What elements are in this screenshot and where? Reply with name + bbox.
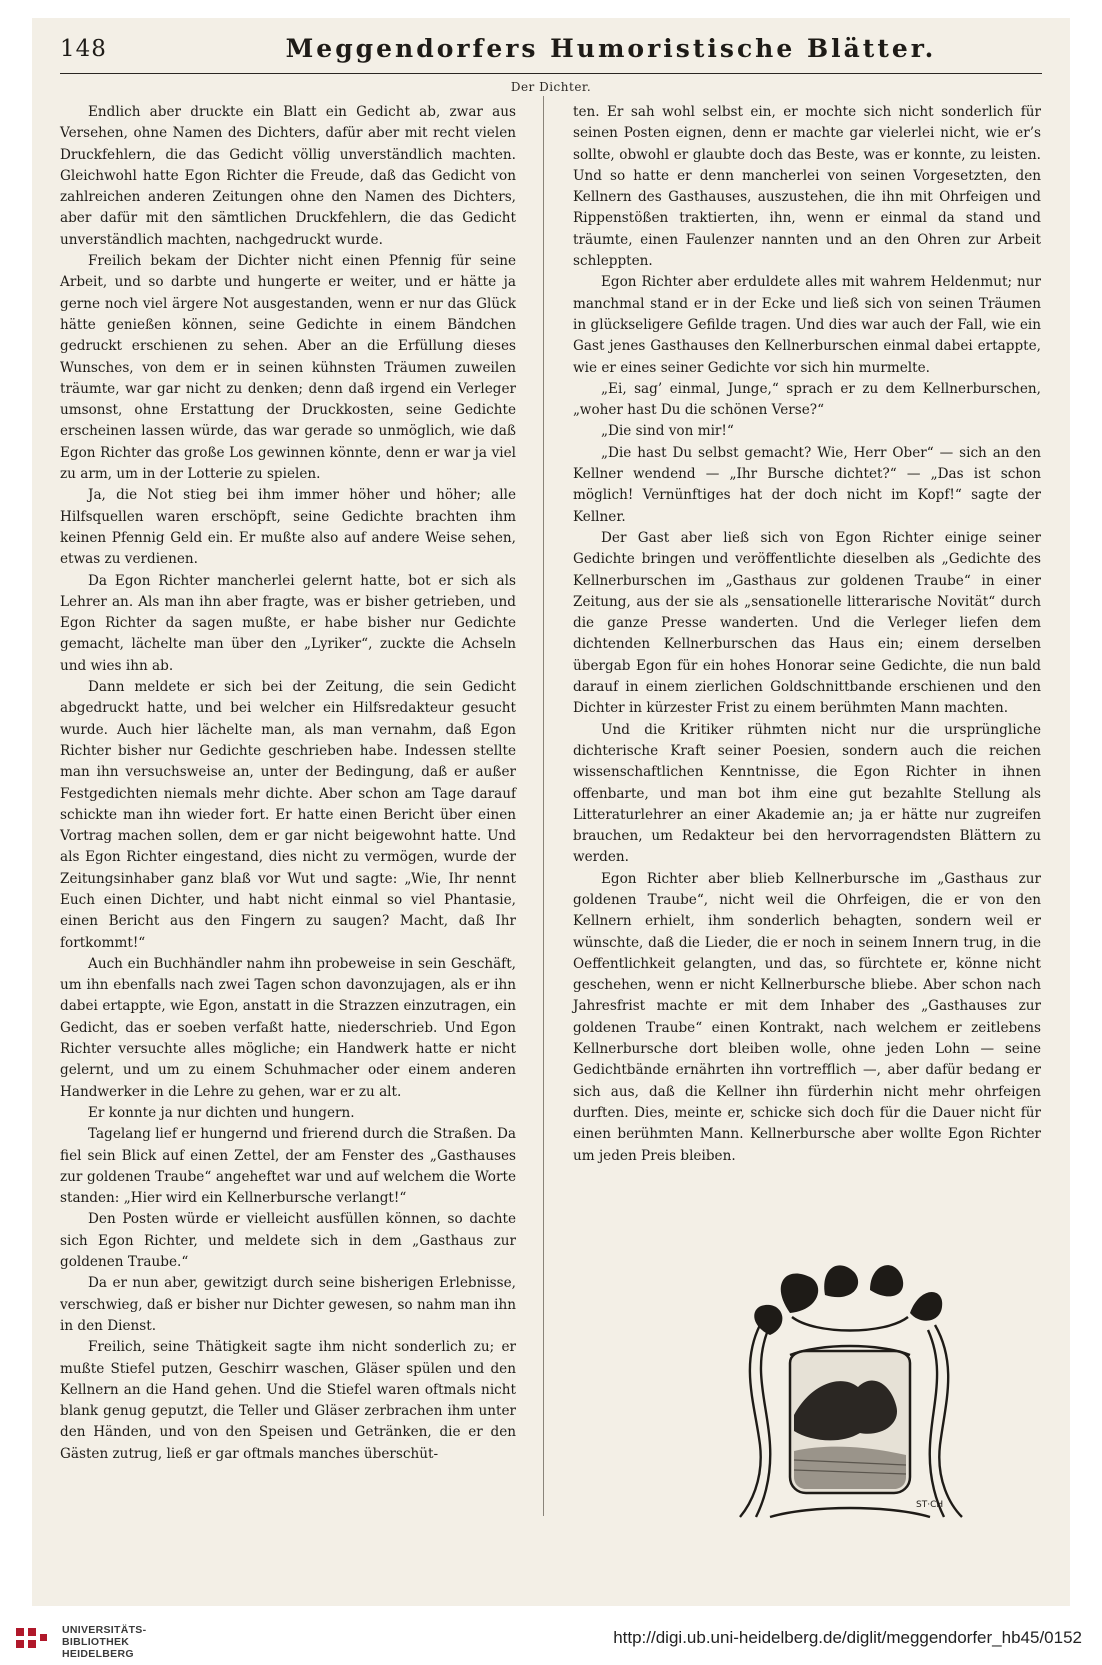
paragraph: „Die sind von mir!“ (601, 423, 734, 440)
page-header (60, 34, 1042, 74)
left-text-column (60, 102, 516, 1465)
paragraph: Den Posten würde er vielleicht ausfüllen können, so dachte sich Egon Richter, und meldete sich in dem „Gasthaus zur goldenen Traube.“ (60, 1211, 516, 1271)
paragraph: Da er nun aber, gewitzigt durch seine bisherigen Erlebnisse, verschwieg, daß er bisher nur Dichter gewesen, so nahm man ihn in den Dienst. (60, 1275, 516, 1334)
vignette-art (730, 1255, 970, 1530)
library-name-line: BIBLIOTHEK (62, 1636, 130, 1648)
paragraph: Und die Kritiker rühmten nicht nur die ursprüngliche dichterische Kraft seiner Poesien, sondern auch die reichen wissenschaftlichen Kenntnisse, die Egon Richter in ihnen offenbarte, und man bot ihm eine gut bezahlte Stellung als Litteraturlehrer an einer Akademie an; ja er hätte nur zugreifen brauchen, um Redakteur bei den hervorragendsten Blättern zu werden. (573, 721, 1041, 866)
library-name-line: HEIDELBERG (62, 1648, 134, 1660)
running-title: Meggendorfers Humoristische Blätter. (285, 34, 937, 63)
paragraph: Egon Richter aber blieb Kellnerbursche im „Gasthaus zur goldenen Traube“, nicht weil die Ohrfeigen, die er von den Kellnern erhielt, ihm sonderlich behagten, sondern weil er wünschte, daß die Lieder, die er noch in seinem Innern trug, in die Oeffentlichkeit gelangten, und das, so fürchtete er, könne nicht geschehen, wenn er nicht Kellnerbursche bliebe. Aber schon nach Jahresfrist machte er mit dem Inhaber des „Gasthauses zur goldenen Traube“ einen Kontrakt, nach welchem er zeitlebens Kellnerbursche dort bleiben wolle, ohne jeden Lohn — seine Gedichtbände ernährten ihn vortrefflich —, aber dafür bedang er sich aus, daß die Kellner ihn fürderhin nicht mehr ohrfeigen durften. Dies, meinte er, schicke sich doch für die Dauer nicht für einen berühmten Mann. Kellnerbursche aber wollte Egon Richter um jeden Preis bleiben. (573, 870, 1041, 1164)
section-title: Der Dichter. (510, 80, 592, 94)
library-name (62, 1624, 146, 1660)
library-logo (14, 1626, 50, 1656)
paragraph: Dann meldete er sich bei der Zeitung, die sein Gedicht abgedruckt hatte, und bei welcher ein Hilfsredakteur gesucht wurde. Auch hier lächelte man, als man vernahm, daß Egon Richter bisher nur Gedichte geschrieben habe. Indessen stellte man ihn versuchsweise an, unter der Bedingung, daß er außer Festgedichten niemals mehr dichte. Aber schon am Tage darauf schickte man ihn wieder fort. Er hatte einen Bericht über einen Vortrag machen sollen, dem er gar nicht beigewohnt hatte. Und als Egon Richter eingestand, dies nicht zu vermögen, wurde der Zeitungsinhaber ganz blaß vor Wut und sagte: „Wie, Ihr nennt Euch einen Dichter, und habt nicht einmal so viel Phantasie, einen Bericht aus den Fingern zu saugen? Macht, daß Ihr fortkommt!“ (60, 679, 516, 951)
column-divider (543, 96, 544, 1516)
paragraph: Tagelang lief er hungernd und frierend durch die Straßen. Da fiel sein Blick auf einen Zettel, der am Fenster des „Gasthauses zur goldenen Traube“ angeheftet war und auf welchem die Worte standen: „Hier wird ein Kellnerbursche verlangt!“ (60, 1126, 516, 1207)
paragraph: Er konnte ja nur dichten und hungern. (88, 1104, 355, 1121)
vignette-illustration (730, 1255, 970, 1530)
paragraph: Egon Richter aber erduldete alles mit wahrem Heldenmut; nur manchmal stand er in der Ecke und ließ sich von seinen Träumen in glückseligere Gefilde tragen. Und dies war auch der Fall, wie ein Gast jenes Gasthauses den Kellnerburschen einmal dabei ertappte, wie er eines seiner Gedichte vor sich hin murmelte. (573, 274, 1041, 376)
paragraph: „Ei, sag’ einmal, Junge,“ sprach er zu dem Kellnerburschen, „woher hast Du die schönen Verse?“ (573, 380, 1041, 419)
paragraph: Ja, die Not stieg bei ihm immer höher und höher; alle Hilfsquellen waren erschöpft, seine Gedichte brachten ihm keinen Pfennig Geld ein. Er mußte also auf andere Weise sehen, etwas zu verdienen. (60, 487, 516, 568)
paragraph: Endlich aber druckte ein Blatt ein Gedicht ab, zwar aus Versehen, ohne Namen des Dichters, dafür aber mit recht vielen Druckfehlern, die das Gedicht völlig unverständlich machten. Gleichwohl hatte Egon Richter die Freude, daß das Gedicht von zahlreichen anderen Zeitungen ohne den Namen des Dichters, aber dafür mit den sämtlichen Druckfehlern, die das Gedicht unverständlich machten, nachgedruckt wurde. (60, 104, 516, 248)
library-name-line: UNIVERSITÄTS- (62, 1624, 147, 1636)
leaf-ornament (754, 1265, 942, 1335)
artist-signature: ST·CH (916, 1500, 944, 1510)
source-url: http://digi.ub.uni-heidelberg.de/diglit/meggendorfer_hb45/0152 (613, 1628, 1082, 1647)
paragraph: Der Gast aber ließ sich von Egon Richter einige seiner Gedichte bringen und veröffentlichte dieselben als „Gedichte des Kellnerburschen im „Gasthaus zur goldenen Traube“ in einer Zeitung, aus der sie als „sensationelle litterarische Novität“ durch die ganze Presse wanderten. Und die Verleger liefen dem dichtenden Kellnerburschen das Haus ein; einem derselben übergab Egon für ein hohes Honorar seine Gedichte, die nun bald darauf in einem zierlichen Goldschnittbande erschienen und den Dichter in kürzester Frist zu einem berühmten Mann machten. (573, 529, 1041, 717)
paragraph: ten. Er sah wohl selbst ein, er mochte sich nicht sonderlich für seinen Posten eignen, denn er machte gar vielerlei nicht, wie er’s sollte, obwohl er glaubte doch das Beste, was er konnte, zu leisten. Und so hatte er denn mancherlei von seinen Vorgesetzten, den Kellnern des Gasthauses, auszustehen, die ihn mit Ohrfeigen und Rippenstößen traktierten, ihn, wenn er einmal da stand und träumte, einen Faulenzer nannten und an den Ohren zur Arbeit schleppten. (573, 104, 1041, 270)
page-footer (0, 1606, 1102, 1665)
library-logo-mark (14, 1626, 50, 1656)
paragraph: Freilich bekam der Dichter nicht einen Pfennig für seine Arbeit, und so darbte und hungerte er weiter, und er hätte ja gerne noch viel ärgere Not ausgestanden, wenn er nur das Glück hätte genießen können, seine Gedichte in einem Bändchen gedruckt erschienen zu sehen. Aber an die Erfüllung dieses Wunsches, von dem er in seinen kühnsten Träumen zuweilen träumte, war gar nicht zu denken; denn daß irgend ein Verleger umsonst, ohne Erstattung der Druckkosten, seine Gedichte erscheinen lassen würde, das war gerade so unmöglich, wie daß Egon Richter das große Los gewinnen könnte, denn er war ja viel zu arm, um in der Lotterie zu spielen. (60, 253, 516, 483)
paragraph: Freilich, seine Thätigkeit sagte ihm nicht sonderlich zu; er mußte Stiefel putzen, Geschirr waschen, Gläser spülen und den Kellnern an die Hand gehen. Und die Stiefel waren oftmals nicht blank genug geputzt, die Teller und Gläser zerbrachen ihm unter den Händen, und von den Speisen und Getränken, die er den Gästen zutrug, ließ er gar oftmals manches überschüt- (60, 1339, 516, 1462)
paragraph: Auch ein Buchhändler nahm ihn probeweise in sein Geschäft, um ihn ebenfalls nach zwei Tagen schon davonzujagen, als er ihn dabei ertappte, wie Egon, anstatt in die Strazzen einzutragen, ein Gedicht, das er soeben verfaßt hatte, niederschrieb. Und Egon Richter versuchte alles mögliche; ein Handwerk hatte er nicht gelernt, und um zu einem Schuhmacher oder einem anderen Handwerker in die Lehre zu gehen, war er zu alt. (60, 955, 516, 1100)
landscape-inset (790, 1351, 910, 1493)
paragraph: „Die hast Du selbst gemacht? Wie, Herr Ober“ — sich an den Kellner wendend — „Ihr Bursche dichtet?“ — „Das ist schon möglich! Vernünftiges hat der doch nicht im Kopf!“ sagte der Kellner. (573, 444, 1041, 525)
paragraph: Da Egon Richter mancherlei gelernt hatte, bot er sich als Lehrer an. Als man ihn aber fragte, was er bisher getrieben, und Egon Richter da sagen mußte, er habe bisher nur Gedichte gemacht, lächelte man über den „Lyriker“, zuckte die Achseln und wies ihn ab. (60, 572, 516, 674)
header-rule (60, 73, 1042, 74)
right-text-column (573, 102, 1041, 1167)
page-number: 148 (60, 36, 107, 62)
